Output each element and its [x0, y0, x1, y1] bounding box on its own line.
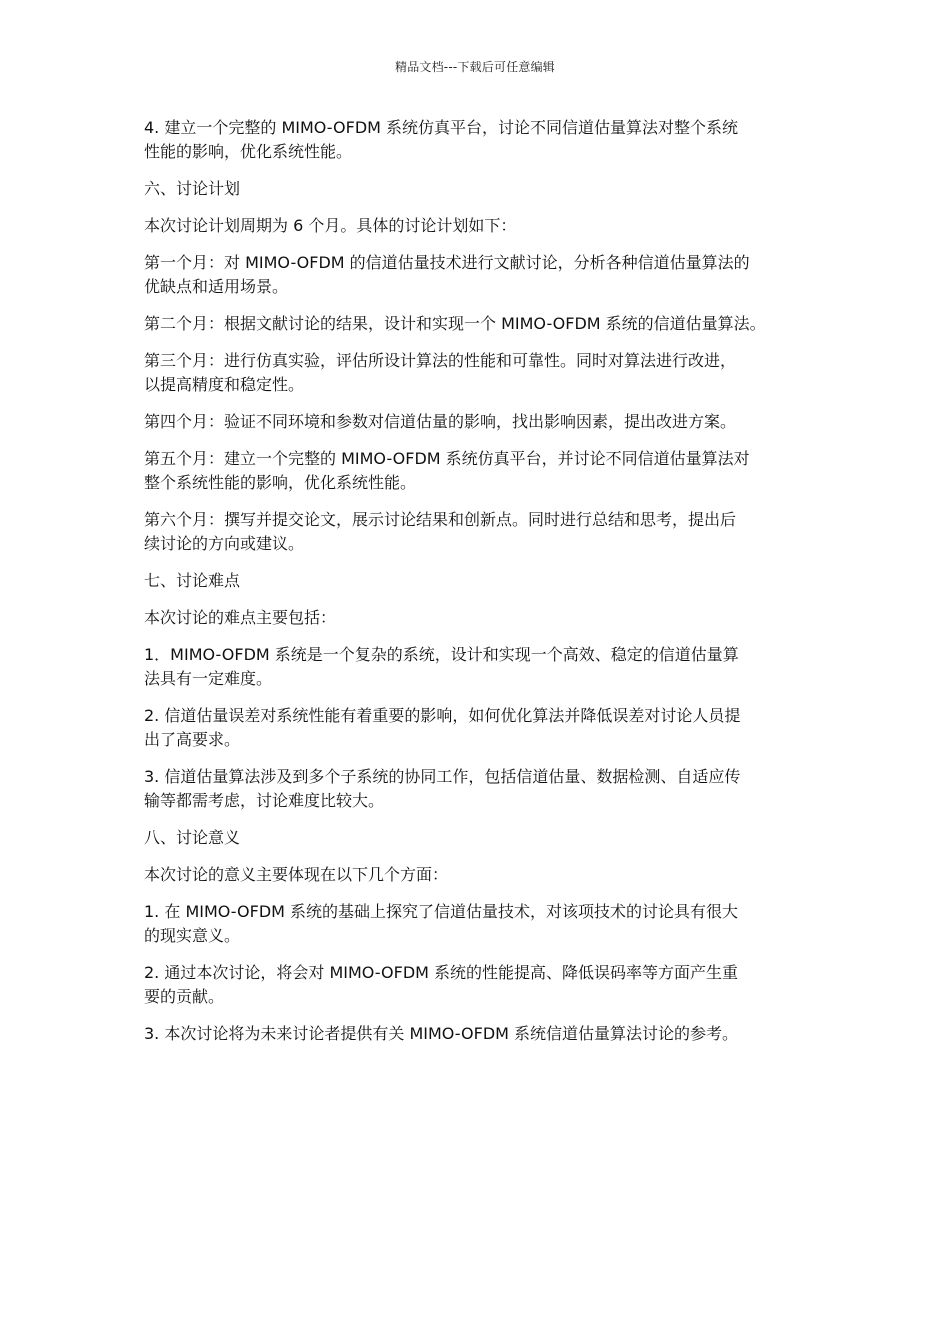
goal-item-4: 4. 建立一个完整的 MIMO-OFDM 系统仿真平台，讨论不同信道估量算法对整个系统 性能的影响，优化系统性能。 [144, 118, 739, 161]
section-heading-difficulties: 七、讨论难点 [144, 571, 241, 590]
plan-month-2: 第二个月：根据文献讨论的结果，设计和实现一个 MIMO-OFDM 系统的信道估量算法。 [144, 314, 766, 333]
plan-month-3: 第三个月：进行仿真实验，评估所设计算法的性能和可靠性。同时对算法进行改进， 以提高精度和稳定性。 [144, 351, 737, 394]
significance-item-3: 3. 本次讨论将为未来讨论者提供有关 MIMO-OFDM 系统信道估量算法讨论的参考。 [144, 1024, 739, 1043]
difficulties-intro: 本次讨论的难点主要包括： [144, 608, 337, 627]
difficulty-item-3: 3. 信道估量算法涉及到多个子系统的协同工作，包括信道估量、数据检测、自适应传 输等都需考虑，讨论难度比较大。 [144, 767, 741, 810]
significance-intro: 本次讨论的意义主要体现在以下几个方面： [144, 865, 449, 884]
page-header: 精品文档---下载后可任意编辑 [395, 60, 555, 74]
significance-item-1: 1. 在 MIMO-OFDM 系统的基础上探究了信道估量技术，对该项技术的讨论具有很大 的现实意义。 [144, 902, 739, 945]
plan-month-6: 第六个月：撰写并提交论文，展示讨论结果和创新点。同时进行总结和思考，提出后 续讨论的方向或建议。 [144, 510, 737, 553]
difficulty-item-1: 1．MIMO-OFDM 系统是一个复杂的系统，设计和实现一个高效、稳定的信道估量算 法具有一定难度。 [144, 645, 739, 688]
plan-month-4: 第四个月：验证不同环境和参数对信道估量的影响，找出影响因素，提出改进方案。 [144, 412, 737, 431]
section-heading-significance: 八、讨论意义 [144, 828, 241, 847]
plan-intro: 本次讨论计划周期为 6 个月。具体的讨论计划如下： [144, 216, 517, 235]
plan-month-1: 第一个月：对 MIMO-OFDM 的信道估量技术进行文献讨论，分析各种信道估量算法的 优缺点和适用场景。 [144, 253, 750, 296]
section-heading-plan: 六、讨论计划 [144, 179, 241, 198]
document-body [144, 116, 824, 1059]
plan-month-5: 第五个月：建立一个完整的 MIMO-OFDM 系统仿真平台，并讨论不同信道估量算法对 整个系统性能的影响，优化系统性能。 [144, 449, 750, 492]
significance-item-2: 2. 通过本次讨论，将会对 MIMO-OFDM 系统的性能提高、降低误码率等方面产生重 要的贡献。 [144, 963, 739, 1006]
difficulty-item-2: 2. 信道估量误差对系统性能有着重要的影响，如何优化算法并降低误差对讨论人员提 出了高要求。 [144, 706, 741, 749]
